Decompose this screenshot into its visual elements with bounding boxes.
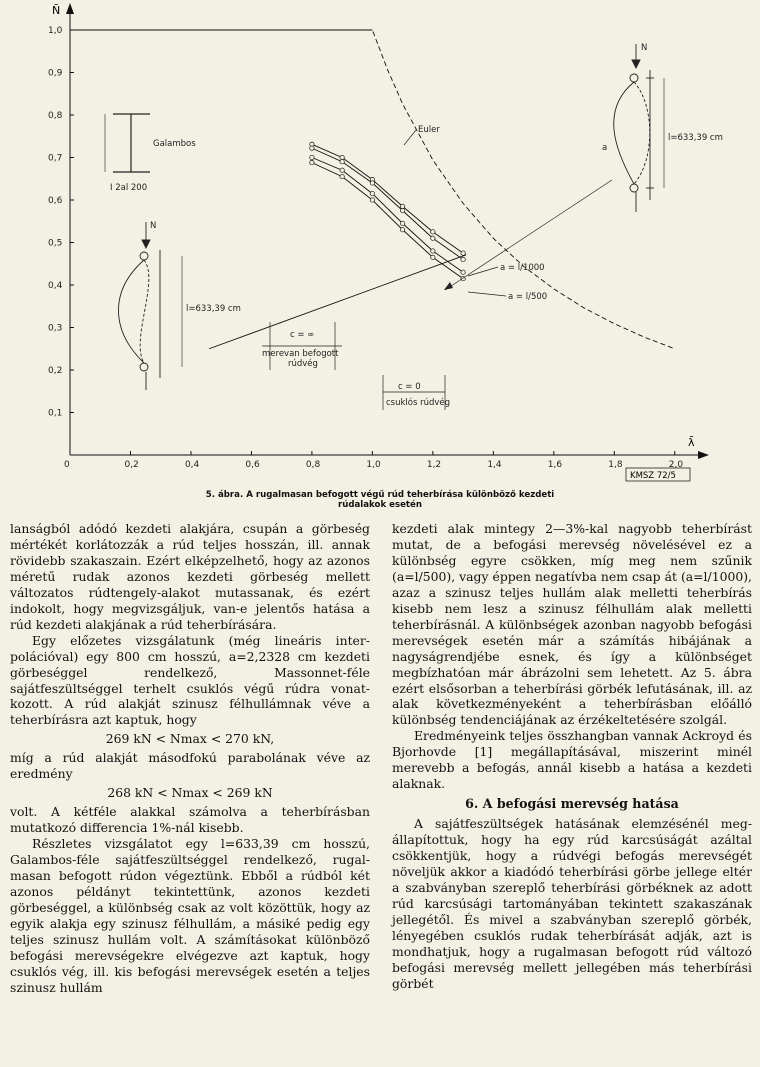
- c-inf-label: c = ∞: [290, 330, 315, 340]
- figure-caption-line2: rúdalakok esetén: [338, 500, 422, 510]
- right-leader: [445, 180, 612, 290]
- x-tick-label: 0: [64, 460, 70, 470]
- a-right-label: a: [602, 143, 608, 153]
- data-point: [431, 255, 435, 259]
- data-point: [431, 249, 435, 253]
- left-column: [10, 521, 370, 996]
- data-point: [461, 257, 465, 261]
- bar-sketch-left: [119, 222, 183, 390]
- data-point: [340, 168, 344, 172]
- a500-leader: [468, 292, 506, 296]
- a500-label: a = l/500: [508, 292, 548, 302]
- data-point: [340, 174, 344, 178]
- y-tick-label: 0,4: [48, 281, 63, 291]
- data-point: [370, 198, 374, 202]
- data-point: [461, 251, 465, 255]
- curves: [70, 30, 675, 349]
- data-point: [340, 155, 344, 159]
- paragraph: volt. A kétféle alakkal számolva a teherbírásban mutatkozó differencia 1%-nál kisebb.: [10, 804, 370, 836]
- y-axis-arrow: [66, 3, 74, 14]
- paragraph: míg a rúd alakját másodfokú parabolának véve az eredmény: [10, 750, 370, 782]
- data-point: [370, 191, 374, 195]
- equation: 269 kN < Nmax < 270 kN,: [105, 731, 275, 747]
- y-tick-label: 0,3: [48, 323, 63, 334]
- x-tick-label: 1,4: [487, 460, 502, 470]
- capacity-curve: [312, 163, 463, 279]
- euler-label: Euler: [418, 125, 440, 135]
- c0-label: c = 0: [398, 382, 421, 392]
- capacity-curve: [312, 148, 463, 259]
- capacity-curve: [209, 255, 466, 349]
- x-axis-arrow: [698, 451, 709, 459]
- data-point: [310, 146, 314, 150]
- y-tick-label: 0,8: [48, 111, 63, 121]
- y-tick-label: 0,5: [48, 238, 63, 249]
- section-heading: 6. A befogási merevség hatása: [465, 796, 679, 812]
- galambos-label: Galambos: [153, 139, 196, 149]
- x-tick-label: 1,2: [426, 460, 442, 470]
- n-left-label: N: [150, 221, 157, 231]
- n-top-label: N: [641, 43, 648, 53]
- paragraph: Egy előzetes vizsgálatunk (még lineáris interpolációval) egy 800 cm hosszú, a=2,2328 cm kezdeti görbeséggel rendelkező, Massonnet-féle sajátfeszültséggel terhelt csuklós végű rúdra vonatkozott. A rúd alakját szinusz félhullámnak véve a teherbírásra azt kaptuk, hogy: [10, 632, 370, 728]
- x-tick-label: 0,4: [184, 460, 200, 470]
- stamp: KMSZ 72/5: [630, 471, 676, 481]
- length-left-label: l=633,39 cm: [186, 304, 241, 314]
- x-tick-label: 1,6: [547, 460, 563, 470]
- length-right-label: l=633,39 cm: [668, 133, 723, 143]
- data-point: [431, 230, 435, 234]
- data-point: [310, 160, 314, 164]
- y-axis-label: N̄: [52, 4, 61, 17]
- i-section-icon: [105, 114, 150, 172]
- euler-leader: [404, 130, 416, 145]
- data-point: [400, 208, 404, 212]
- y-tick-label: 0,6: [48, 196, 63, 206]
- right-leader-arrow: [444, 282, 453, 290]
- paragraph: Részletes vizsgálatot egy l=633,39 cm hosszú, Galambos-féle sajátfeszültséggel rendelkező, rugalmasan befogott rúdon végeztünk. Ebből a rúdból két azonos példányt tekintettünk, azonos kezdeti görbeséggel, a különbség csak az volt közöttük, hogy az egyik alakja egy szinusz félhullám, a másiké pedig egy teljes szinusz hullám volt. A számításokat különböző befogási merevségekre elvégezve azt kaptuk, hogy csuklós vég, ill. kis befogási merevségek esetén a teljes szinusz hullám: [10, 836, 370, 995]
- x-tick-label: 0,8: [305, 460, 321, 470]
- y-tick-label: 1,0: [48, 26, 63, 36]
- data-point: [310, 155, 314, 159]
- paragraph: A sajátfeszültségek hatásának elemzésénél megállapítottuk, hogy ha egy rúd karcsúságát azáltal csökkentjük, hogy a rúdvégi befogás merevségét növeljük akkor a kiadódó teherbírási görbe jellege eltér a szabványban szereplő teherbírási görbéknek az adott rúd karcsúsági tartományában tekintett szakaszának jellegétől. És mivel a szabványban szereplő görbék, lényegében csuklós rudak teherbírását adják, azt is mondhatjuk, hogy a rugalmasan befogott rúd változó befogási merevség mellett jellegében más teherbírási görbét: [392, 816, 752, 991]
- paragraph: Eredményeink teljes összhangban vannak Ackroyd és Bjorhovde [1] megállapításával, miszerint minél merevebb a befogás, annál kisebb a hatása a kezdeti alaknak.: [392, 728, 752, 792]
- paragraph: kezdeti alak mintegy 2—3%-kal nagyobb teherbírást mutat, de a befogási merevség növelésével ez a különbség egyre csökken, míg meg nem szűnik (a=l/500), vagy éppen negatívba nem csap át (a=l/1000), azaz a szinusz teljes hullám alak melletti teherbírás kisebb nem lesz a szinusz félhullám alak melletti teherbírásnál. A különbségek azonban nagyobb befogási merevségek esetén már a számítás hibájának a nagyságrendjébe esnek, és így a különbséget megbízhatóan már ábrázolni sem lehetett. Az 5. ábra ezért elsősorban a teherbírási görbék lefutásának, ill. az alak következményeként a teherbírásban előálló különbség tendenciájának az érzékeltetésére szolgál.: [392, 521, 752, 728]
- load-capacity-chart: [0, 0, 760, 490]
- data-point: [400, 221, 404, 225]
- euler-curve: [70, 30, 675, 349]
- x-axis-label: λ̄: [688, 436, 695, 449]
- x-tick-label: 2,0: [668, 460, 684, 470]
- figure-5: [0, 0, 760, 520]
- i-section-label: I 2al 200: [110, 183, 148, 193]
- bar-sketch-right: [614, 44, 664, 212]
- x-tick-label: 0,6: [245, 460, 260, 470]
- c0-desc: csuklós rúdvég: [386, 398, 451, 408]
- x-tick-label: 1,0: [366, 460, 381, 470]
- data-point: [400, 204, 404, 208]
- c-inf-desc-2: rúdvég: [288, 359, 318, 369]
- equation: 268 kN < Nmax < 269 kN: [107, 785, 273, 801]
- a1000-label: a = l/1000: [500, 263, 545, 273]
- y-tick-label: 0,2: [48, 366, 63, 376]
- data-point: [431, 236, 435, 240]
- figure-caption-line1: 5. ábra. A rugalmasan befogott végű rúd teherbírása különböző kezdeti: [205, 490, 555, 500]
- c-inf-desc-1: merevan befogott: [262, 349, 339, 359]
- data-point: [400, 228, 404, 232]
- x-tick-label: 0,2: [124, 460, 139, 470]
- data-point: [340, 160, 344, 164]
- y-tick-label: 0,9: [48, 68, 63, 79]
- y-tick-label: 0,1: [48, 408, 63, 419]
- data-point: [370, 181, 374, 185]
- data-point: [461, 270, 465, 274]
- capacity-curve: [312, 144, 463, 253]
- y-tick-label: 0,7: [48, 153, 63, 164]
- right-column: [392, 521, 752, 992]
- paragraph: lanságból adódó kezdeti alakjára, csupán a görbeség mértékét korlátozzák a rúd teljes hosszán, ill. annak rövidebb szakaszain. Ezért elképzelhető, hogy az azonos méretű rudak azonos kezdeti görbeség mellett változatos rúdtengely-alakot mutassanak, és ezért indokolt, hogy megvizsgáljuk, van-e jelentős hatása a rúd kezdeti alakjának a rúd teherbírására.: [10, 521, 370, 632]
- axis-ticks: [48, 26, 683, 470]
- x-tick-label: 1,8: [608, 460, 623, 470]
